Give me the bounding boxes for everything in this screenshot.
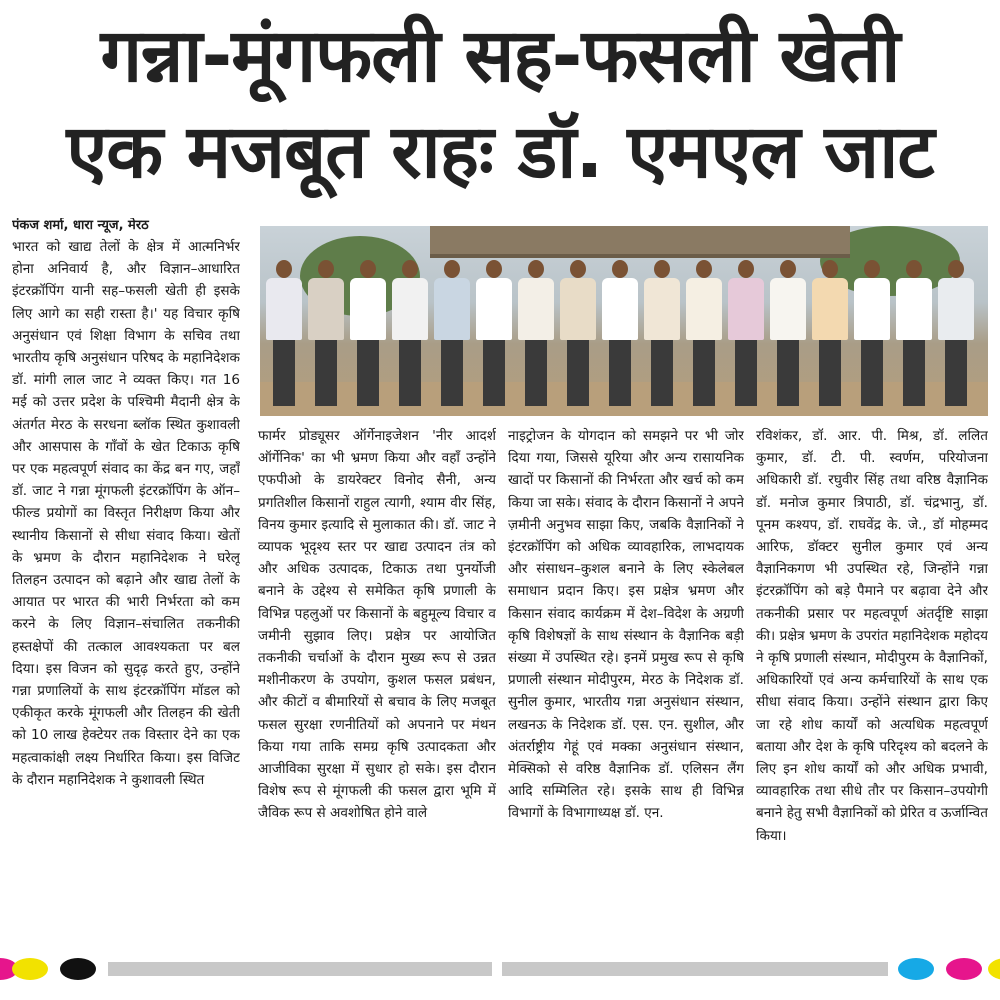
photo-person [518, 260, 554, 406]
person-head [822, 260, 838, 278]
person-head [738, 260, 754, 278]
person-shirt [896, 278, 932, 340]
article-column-2: फार्मर प्रोड्यूसर ऑर्गेनाइजेशन 'नीर आदर्श ऑर्गेनिक' का भी भ्रमण किया और वहाँ उन्होंने एफपीओ के डायरेक्टर विनोद सैनी, अन्य प्रगतिशील किसानों राहुल त्यागी, श्याम वीर सिंह, विनय कुमार इत्यादि से मुलाकात की। डॉ. जाट ने व्यापक भूदृश्य स्तर पर खाद्य उत्पादन तंत्र को और अधिक उत्पादक, टिकाऊ तथा पुनर्योजी बनाने के उद्देश्य से समेकित कृषि प्रणाली के विभिन्न पहलुओं पर किसानों के बहुमूल्य विचार व जमीनी सुझाव लिए। प्रक्षेत्र पर आयोजित तकनीकी चर्चाओं के दौरान मुख्य रूप से उन्नत मशीनीकरण के उपयोग, कुशल फसल प्रबंधन, और कीटों व बीमारियों से बचाव के लिए मजबूत फसल सुरक्षा रणनीतियों को अपनाने पर मंथन किया गया ताकि समग्र कृषि उत्पादकता और आजीविका सुरक्षा में सुधार हो सके। इस दौरान विशेष रूप से मूंगफली की फसल द्वारा भूमि में जैविक रूप से अवशोषित होने वाले [258, 428, 496, 822]
photo-person [812, 260, 848, 406]
column-1-text: भारत को खाद्य तेलों के क्षेत्र में आत्मनिर्भर होना अनिवार्य है, और विज्ञान–आधारित इंटरक्रॉपिंग यानी सह–फसली खेती ही इसके लिए आगे का सही रास्ता है।' यह विचार कृषि अनुसंधान एवं शिक्षा विभाग के सचिव तथा भारतीय कृषि अनुसंधान परिषद के महानिदेशक डॉ. मांगी लाल जाट ने व्यक्त किए। गत 16 मई को उत्तर प्रदेश के पश्चिमी मैदानी क्षेत्र के अंतर्गत मेरठ के सरधना ब्लॉक स्थित कुशावली और आसपास के गाँवों के खेत टिकाऊ कृषि पर एक महत्वपूर्ण संवाद का केंद्र बन गए, जहाँ डॉ. जाट ने गन्ना मूंगफली इंटरक्रॉपिंग के ऑन–फील्ड प्रयोगों का विस्तृत निरीक्षण किया और स्थानीय किसानों से सीधा संवाद किया। खेतों के भ्रमण के दौरान महानिदेशक ने घरेलू तिलहन उत्पादन को बढ़ाने और खाद्य तेलों के आयात पर भारत की भारी निर्भरता को कम करने के लिए विज्ञान–संचालित तकनीकी हस्तक्षेपों की तत्काल आवश्यकता पर बल दिया। इस विजन को सुदृढ़ करते हुए, उन्होंने गन्ना प्रणालियों के साथ इंटरक्रॉपिंग मॉडल को एकीकृत करके मूंगफली और तिलहन की खेती को 10 लाख हेक्टेयर तक विस्तार देने का एक महत्वाकांक्षी लक्ष्य निर्धारित किया। इस विजिट के दौरान महानिदेशक ने कुशावली स्थित [12, 239, 240, 788]
person-head [654, 260, 670, 278]
photo-person [602, 260, 638, 406]
person-head [780, 260, 796, 278]
person-legs [735, 340, 757, 406]
person-legs [525, 340, 547, 406]
photo-person [644, 260, 680, 406]
registration-dot-black [60, 958, 96, 980]
person-shirt [728, 278, 764, 340]
person-legs [357, 340, 379, 406]
article-column-4: रविशंकर, डॉ. आर. पी. मिश्र, डॉ. ललित कुमार, डॉ. टी. पी. स्वर्णम, परियोजना अधिकारी डॉ. रघुवीर सिंह तथा वरिष्ठ वैज्ञानिक डॉ. मनोज कुमार त्रिपाठी, डॉ. चंद्रभानु, डॉ. पूनम कश्यप, डॉ. राघवेंद्र के. जे., डॉ मोहम्मद आरिफ, डॉक्टर सुनील कुमार एवं अन्य वैज्ञानिकगण भी उपस्थित रहे, जिन्होंने गन्ना इंटरक्रॉपिंग को बड़े पैमाने पर बढ़ावा देने और तकनीकी प्रसार पर महत्वपूर्ण अंतर्दृष्टि साझा की। प्रक्षेत्र भ्रमण के उपरांत महानिदेशक महोदय ने कृषि प्रणाली संस्थान, मोदीपुरम के वैज्ञानिकों, अधिकारियों एवं अन्य कर्मचारियों के साथ एक सीधा संवाद किया। उन्होंने संस्थान द्वारा किए जा रहे शोध कार्यों को अत्यधिक महत्वपूर्ण बताया और देश के कृषि परिदृश्य को बदलने के लिए इन शोध कार्यों को और अधिक प्रभावी, व्यावहारिक तथा सीधे तौर पर किसान–उपयोगी बनाने हेतु सभी वैज्ञानिकों को प्रेरित व ऊर्जान्वित किया। [756, 428, 988, 844]
registration-dot-magenta-right [946, 958, 982, 980]
person-shirt [518, 278, 554, 340]
person-head [318, 260, 334, 278]
person-head [402, 260, 418, 278]
person-head [570, 260, 586, 278]
article-column-3: नाइट्रोजन के योगदान को समझने पर भी जोर दिया गया, जिससे यूरिया और अन्य रासायनिक खादों पर किसानों की निर्भरता और खर्च को कम किया जा सके। संवाद के दौरान किसानों ने अपने ज़मीनी अनुभव साझा किए, जबकि वैज्ञानिकों ने इंटरक्रॉपिंग को अधिक व्यावहारिक, लाभदायक और संसाधन–कुशल बनाने के लिए स्केलेबल समाधान प्रदान किए। इस प्रक्षेत्र भ्रमण और किसान संवाद कार्यक्रम में देश–विदेश के अग्रणी कृषि विशेषज्ञों के साथ संस्थान के वैज्ञानिक बड़ी संख्या में उपस्थित रहे। इनमें प्रमुख रूप से कृषि प्रणाली संस्थान मोदीपुरम, मेरठ के निदेशक डॉ. सुनील कुमार, भारतीय गन्ना अनुसंधान संस्थान, लखनऊ के निदेशक डॉ. एस. एन. सुशील, और अंतर्राष्ट्रीय गेहूं एवं मक्का अनुसंधान संस्थान, मेक्सिको से वरिष्ठ वैज्ञानिक डॉ. एलिसन लैंग आदि सम्मिलित रहे। इसके साथ ही विभिन्न विभागों के विभागाध्यक्ष डॉ. एन. [508, 428, 744, 822]
person-head [486, 260, 502, 278]
person-shirt [812, 278, 848, 340]
person-legs [777, 340, 799, 406]
person-legs [273, 340, 295, 406]
person-shirt [266, 278, 302, 340]
article-column-1 [12, 218, 240, 940]
person-shirt [686, 278, 722, 340]
person-shirt [602, 278, 638, 340]
photo-person [350, 260, 386, 406]
person-head [276, 260, 292, 278]
registration-dot-yellow-right [988, 958, 1000, 980]
group-photo [260, 226, 988, 416]
person-legs [861, 340, 883, 406]
photo-person [770, 260, 806, 406]
registration-dot-yellow [12, 958, 48, 980]
headline-line-2: एक मजबूत राहः डॉ. एमएल जाट [66, 109, 934, 195]
person-shirt [308, 278, 344, 340]
byline: पंकज शर्मा, धारा न्यूज, मेरठ [12, 218, 149, 233]
person-legs [609, 340, 631, 406]
person-head [906, 260, 922, 278]
person-head [864, 260, 880, 278]
person-shirt [350, 278, 386, 340]
person-legs [441, 340, 463, 406]
person-legs [315, 340, 337, 406]
person-shirt [560, 278, 596, 340]
person-shirt [392, 278, 428, 340]
photo-person [686, 260, 722, 406]
photo-person [434, 260, 470, 406]
person-legs [945, 340, 967, 406]
person-legs [567, 340, 589, 406]
photo-person [938, 260, 974, 406]
person-legs [483, 340, 505, 406]
person-legs [819, 340, 841, 406]
person-shirt [854, 278, 890, 340]
person-shirt [434, 278, 470, 340]
person-head [528, 260, 544, 278]
photo-person [266, 260, 302, 406]
person-head [948, 260, 964, 278]
footer-bar-left [108, 962, 492, 976]
photo-person [560, 260, 596, 406]
person-shirt [938, 278, 974, 340]
photo-person [854, 260, 890, 406]
person-head [444, 260, 460, 278]
person-legs [399, 340, 421, 406]
person-head [612, 260, 628, 278]
footer-bar-right [502, 962, 888, 976]
registration-dot-cyan [898, 958, 934, 980]
person-legs [693, 340, 715, 406]
person-head [696, 260, 712, 278]
photo-person [896, 260, 932, 406]
photo-person [308, 260, 344, 406]
person-shirt [476, 278, 512, 340]
person-legs [903, 340, 925, 406]
person-shirt [770, 278, 806, 340]
photo-person [728, 260, 764, 406]
person-shirt [644, 278, 680, 340]
photo-pavilion-roof [430, 226, 850, 258]
headline-line-1: गन्ना-मूंगफली सह-फसली खेती [100, 13, 900, 99]
person-head [360, 260, 376, 278]
photo-person [476, 260, 512, 406]
photo-person [392, 260, 428, 406]
person-legs [651, 340, 673, 406]
